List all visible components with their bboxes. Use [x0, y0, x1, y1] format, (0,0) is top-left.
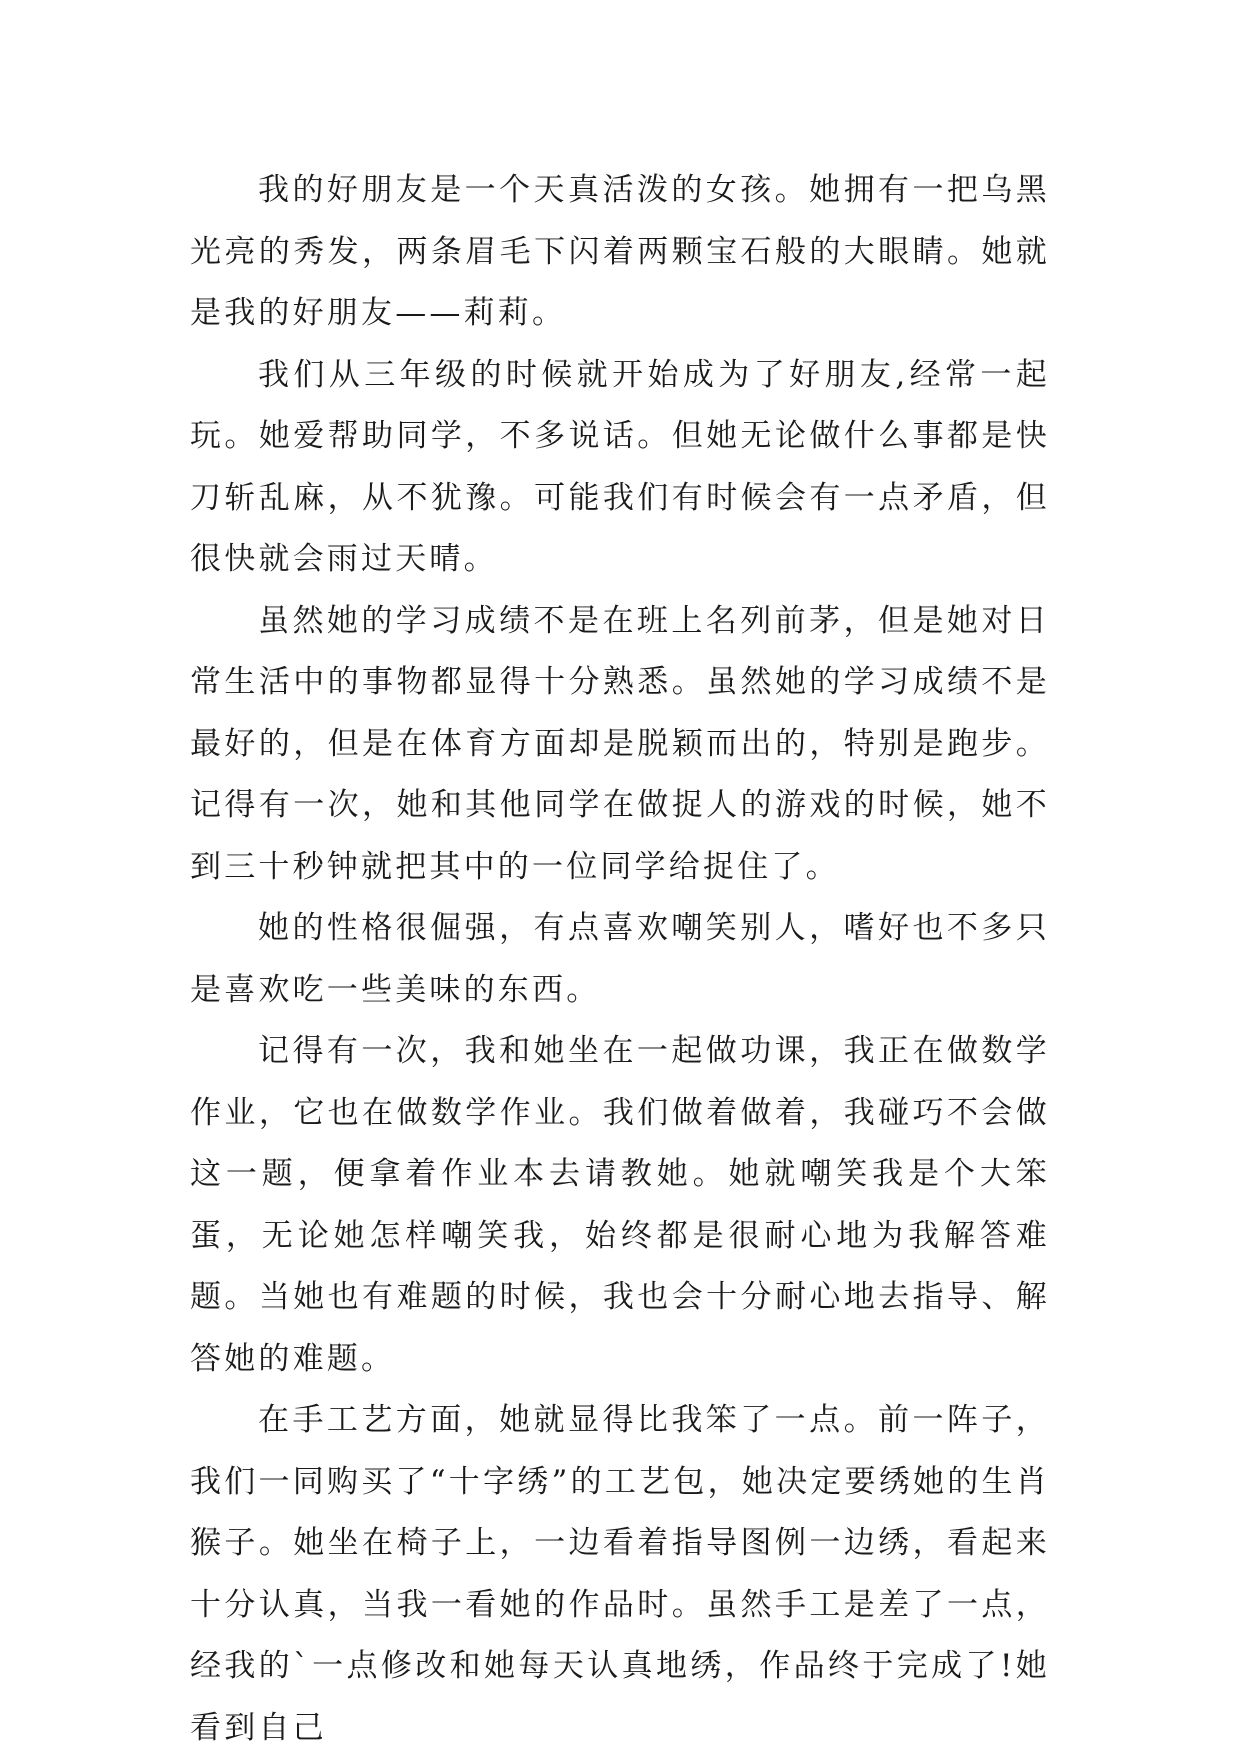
paragraph-1: 我的好朋友是一个天真活泼的女孩。她拥有一把乌黑光亮的秀发，两条眉毛下闪着两颗宝石般的大眼睛。她就是我的好朋友——莉莉。 — [190, 172, 1050, 331]
paragraph-4: 她的性格很倔强，有点喜欢嘲笑别人，嗜好也不多只是喜欢吃一些美味的东西。 — [190, 910, 1050, 1008]
article-body — [190, 160, 1050, 1759]
paragraph-6: 在手工艺方面，她就显得比我笨了一点。前一阵子，我们一同购买了“十字绣”的工艺包，她决定要绣她的生肖猴子。她坐在椅子上，一边看着指导图例一边绣，看起来十分认真，当我一看她的作品时。虽然手工是差了一点，经我的`一点修改和她每天认真地绣，作品终于完成了!她看到自己 — [190, 1402, 1050, 1746]
paragraph-5: 记得有一次，我和她坐在一起做功课，我正在做数学作业，它也在做数学作业。我们做着做着，我碰巧不会做这一题，便拿着作业本去请教她。她就嘲笑我是个大笨蛋，无论她怎样嘲笑我，始终都是很耐心地为我解答难题。当她也有难题的时候，我也会十分耐心地去指导、解答她的难题。 — [190, 1033, 1050, 1377]
paragraph-2: 我们从三年级的时候就开始成为了好朋友,经常一起玩。她爱帮助同学，不多说话。但她无论做什么事都是快刀斩乱麻，从不犹豫。可能我们有时候会有一点矛盾，但很快就会雨过天晴。 — [190, 356, 1050, 577]
paragraph-3: 虽然她的学习成绩不是在班上名列前茅，但是她对日常生活中的事物都显得十分熟悉。虽然她的学习成绩不是最好的，但是在体育方面却是脱颖而出的，特别是跑步。记得有一次，她和其他同学在做捉人的游戏的时候，她不到三十秒钟就把其中的一位同学给捉住了。 — [190, 602, 1050, 885]
